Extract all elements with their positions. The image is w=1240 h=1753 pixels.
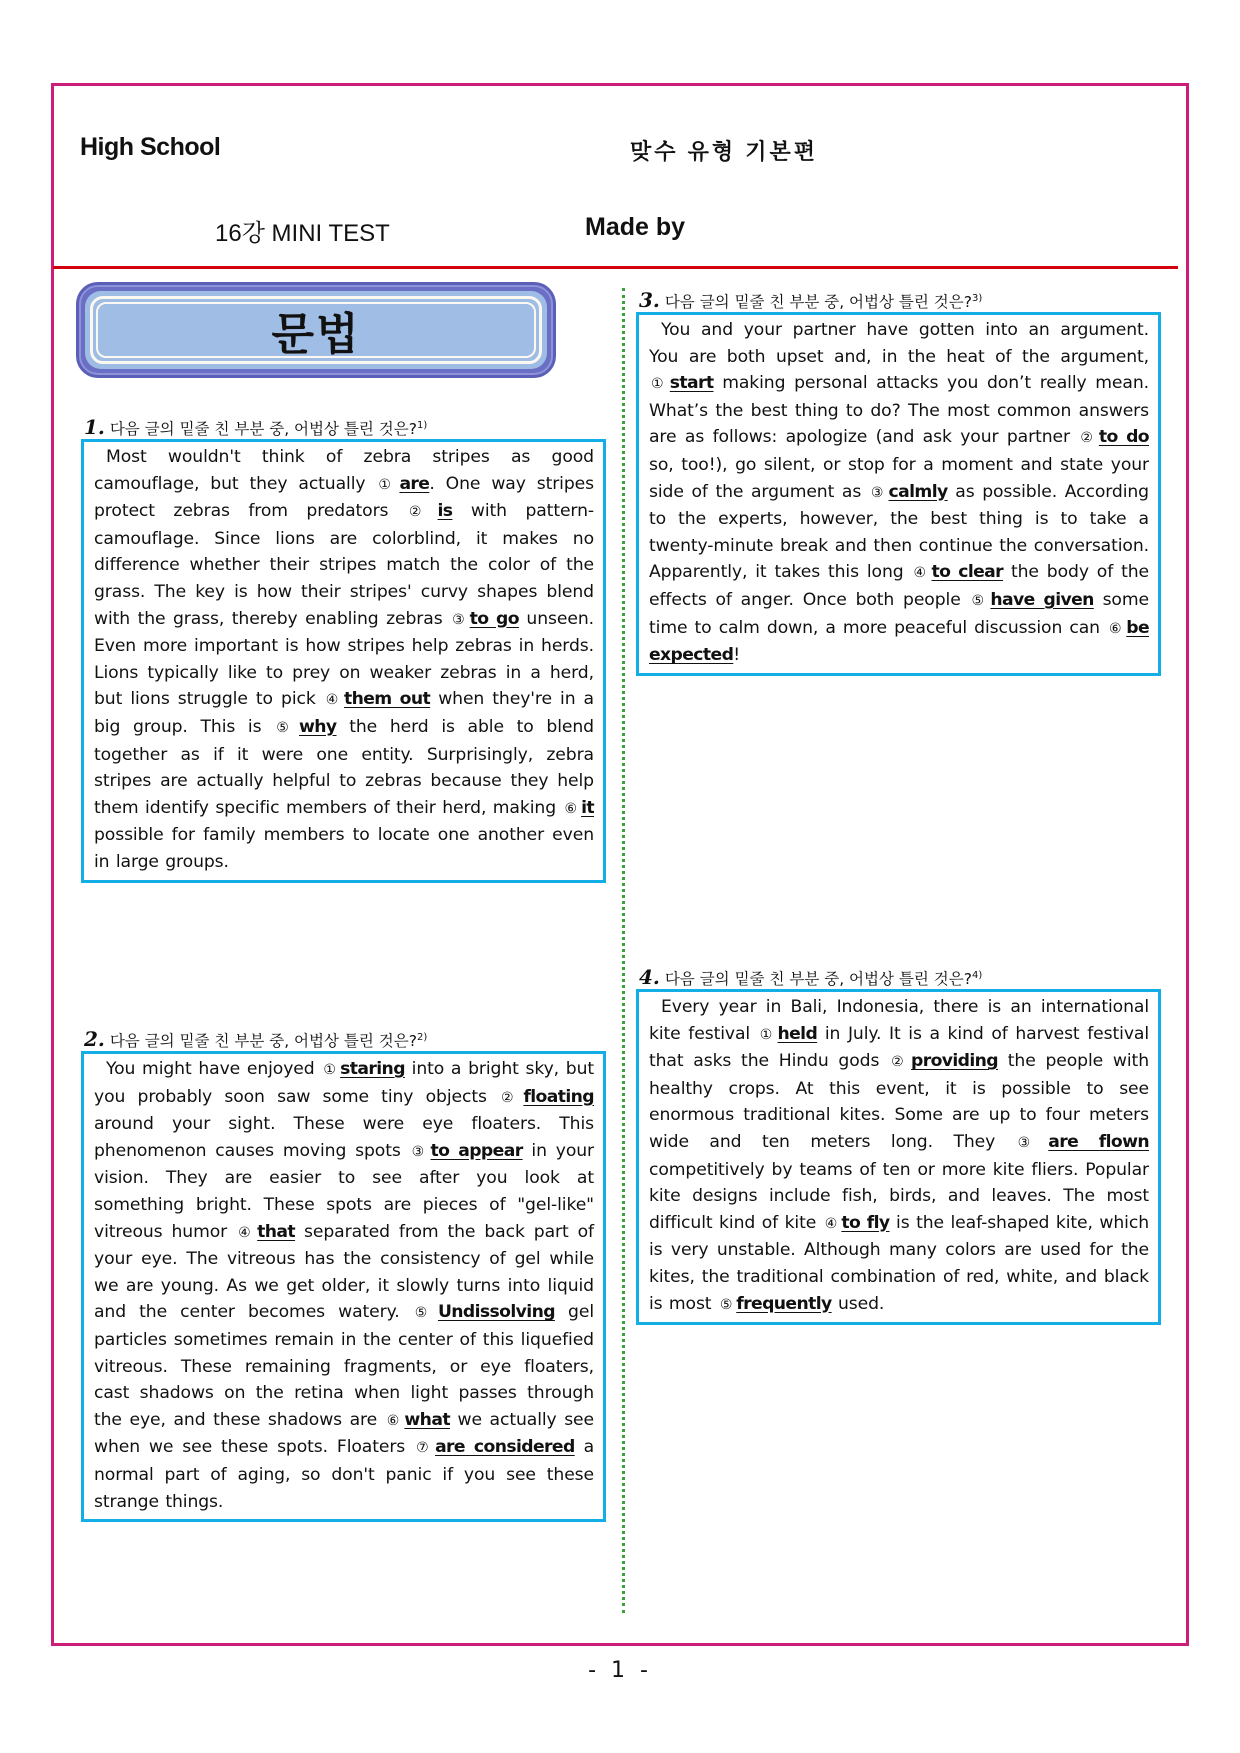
- underlined-choice: to appear: [430, 1140, 523, 1161]
- choice-number: ⑥: [386, 1412, 401, 1429]
- underlined-choice: to do: [1098, 427, 1149, 448]
- section-title: 문법: [271, 309, 361, 360]
- question-2: [81, 1025, 606, 1522]
- footnote-ref[interactable]: 2): [416, 1032, 428, 1043]
- choice-number: ④: [325, 692, 340, 709]
- passage-text: making personal attacks you don’t really mean. What’s the best thing to do? The most common answers are as follows: apologize (and ask your partner: [649, 373, 1149, 448]
- passage-text: in July. It is a kind of harvest festival that asks the Hindu gods: [649, 1023, 1149, 1072]
- question-number: 2.: [84, 1027, 105, 1052]
- passage-text: competitively by teams of ten or more kite fliers. Popular kite designs include fish, birds, and leaves. The most difficult kind of kite: [649, 1159, 1149, 1233]
- passage-box: [81, 1051, 606, 1522]
- passage-text: around your sight. These were eye floaters. This phenomenon causes moving spots: [94, 1114, 594, 1161]
- underlined-choice: Undissolving: [437, 1302, 555, 1323]
- question-number: 3.: [639, 288, 660, 313]
- question-prompt: [639, 963, 1161, 989]
- question-prompt: [84, 1025, 606, 1051]
- underlined-choice: providing: [910, 1051, 999, 1072]
- underlined-choice: start: [669, 373, 714, 394]
- question-text: 다음 글의 밑줄 친 부분 중, 어법상 틀린 것은?: [109, 1032, 417, 1051]
- choice-number: ③: [411, 1143, 427, 1160]
- underlined-choice: are: [399, 473, 430, 494]
- choice-number: ④: [238, 1224, 254, 1241]
- choice-number: ①: [651, 376, 666, 393]
- passage-box: [81, 439, 606, 883]
- choice-number: ①: [759, 1026, 774, 1043]
- question-number: 1.: [84, 415, 105, 440]
- underlined-choice: what: [404, 1409, 450, 1430]
- passage-text: is the leaf-shaped kite, which is very unstable. Although many colors are used for the kites, the traditional combination of red, white, and black is most: [649, 1212, 1149, 1314]
- passage-box: [636, 989, 1161, 1325]
- passage-text: You might have enjoyed: [106, 1059, 322, 1079]
- underlined-choice: calmly: [888, 481, 948, 502]
- choice-number: ⑤: [414, 1305, 434, 1322]
- underlined-choice: to go: [469, 608, 519, 629]
- choice-number: ②: [1080, 430, 1095, 447]
- choice-number: ⑦: [416, 1440, 432, 1457]
- choice-number: ②: [891, 1054, 907, 1071]
- choice-number: ②: [408, 504, 434, 521]
- question-4: [636, 963, 1161, 1325]
- passage-text: possible for family members to locate one another even in large groups.: [94, 825, 594, 872]
- choice-number: ③: [870, 484, 885, 501]
- passage-text: Most wouldn't think of zebra stripes as good camouflage, but they actually: [94, 447, 594, 494]
- question-text: 다음 글의 밑줄 친 부분 중, 어법상 틀린 것은?: [664, 970, 972, 989]
- passage-text: some time to calm down, a more peaceful discussion can: [649, 589, 1149, 638]
- passage-text: with pattern-camouflage. Since lions are colorblind, it makes no difference whether their stripes match the color of the grass. The key is how their stripes' curvy shapes blend with the grass, thereby enabling zebras: [94, 501, 594, 629]
- question-prompt: [639, 286, 1161, 312]
- choice-number: ③: [1017, 1134, 1045, 1151]
- school-level-label: High School: [80, 133, 221, 161]
- underlined-choice: be expected: [649, 617, 1149, 666]
- made-by-label: Made by: [585, 213, 686, 241]
- passage-text: gel particles sometimes remain in the center of this liquefied vitreous. These remaining fragments, or eye floaters, cast shadows on the retina when light passes through the eye, and these shadows are: [94, 1302, 595, 1430]
- passage-text: a normal part of aging, so don't panic if you see these strange things.: [94, 1437, 595, 1512]
- choice-number: ⑥: [564, 800, 578, 817]
- choice-number: ①: [323, 1062, 337, 1078]
- underlined-choice: are flown: [1048, 1131, 1150, 1152]
- question-number: 4.: [639, 965, 660, 990]
- choice-number: ⑥: [1109, 620, 1123, 637]
- passage-text: the people with healthy crops. At this event, it is possible to see enormous traditional kites. Some are up to four meters wide and ten meters long. They: [649, 1051, 1149, 1152]
- underlined-choice: frequently: [736, 1293, 832, 1314]
- underlined-choice: to fly: [841, 1212, 890, 1233]
- header-divider: [53, 266, 1178, 269]
- passage-text: the herd is able to blend together as if it were one entity. Surprisingly, zebra stripes are actually helpful to zebras because they help them identify specific members of their herd, making: [94, 716, 594, 818]
- question-text: 다음 글의 밑줄 친 부분 중, 어법상 틀린 것은?: [109, 420, 417, 439]
- passage-box: [636, 312, 1161, 676]
- passage-text: in your vision. They are easier to see after you look at something bright. These spots are pieces of "gel-like" vitreous humor: [94, 1140, 595, 1242]
- underlined-choice: are considered: [435, 1437, 575, 1458]
- underlined-choice: held: [777, 1023, 818, 1044]
- choice-number: ②: [501, 1089, 520, 1106]
- underlined-choice: them out: [343, 689, 431, 710]
- section-banner: [76, 282, 556, 378]
- choice-number: ③: [452, 611, 466, 628]
- passage-text: used.: [831, 1293, 885, 1314]
- underlined-choice: have given: [990, 589, 1094, 610]
- test-title: 16강 MINI TEST: [215, 220, 390, 247]
- passage-text: . One way stripes protect zebras from predators: [94, 473, 594, 522]
- passage-text: Every year in Bali, Indonesia, there is an international kite festival: [649, 997, 1149, 1044]
- underlined-choice: that: [257, 1221, 296, 1242]
- page-number: - 1 -: [588, 1658, 652, 1683]
- choice-number: ①: [378, 476, 396, 493]
- underlined-choice: why: [299, 716, 337, 737]
- passage-text: unseen. Even more important is how stripes help zebras in herds. Lions typically like to prey on weaker zebras in a herd, but lions struggle to pick: [94, 608, 594, 710]
- passage-text: You and your partner have gotten into an argument. You are both upset and, in the heat of the argument,: [649, 320, 1149, 367]
- choice-number: ④: [824, 1215, 838, 1232]
- choice-number: ⑤: [276, 719, 295, 736]
- footnote-ref[interactable]: 4): [971, 970, 983, 981]
- passage-text: the body of the effects of anger. Once both people: [649, 562, 1149, 610]
- passage-text: !: [733, 645, 741, 666]
- underlined-choice: floating: [523, 1086, 594, 1107]
- choice-number: ⑤: [719, 1296, 733, 1313]
- choice-number: ④: [913, 565, 928, 582]
- question-text: 다음 글의 밑줄 친 부분 중, 어법상 틀린 것은?: [664, 293, 972, 312]
- underlined-choice: to clear: [931, 562, 1004, 583]
- footnote-ref[interactable]: 3): [971, 293, 983, 304]
- passage-text: so, too!), go silent, or stop for a moment and state your side of the argument as: [649, 454, 1149, 502]
- passage-text: as possible. According to the experts, however, the best thing is to take a twenty-minute break and then continue the conversation. Apparently, it takes this long: [649, 481, 1149, 583]
- choice-number: ⑤: [971, 592, 987, 609]
- passage-text: when they're in a big group. This is: [94, 689, 594, 737]
- question-1: [81, 413, 606, 883]
- question-prompt: [84, 413, 606, 439]
- underlined-choice: staring: [340, 1059, 405, 1079]
- underlined-choice: it: [581, 797, 594, 818]
- underlined-choice: is: [437, 501, 453, 522]
- column-divider: [622, 288, 625, 1613]
- passage-text: into a bright sky, but you probably soon saw some tiny objects: [94, 1059, 594, 1107]
- passage-text: separated from the back part of your eye. The vitreous has the consistency of gel while we are young. As we get older, it slowly turns into liquid and the center becomes watery.: [94, 1221, 594, 1323]
- book-title: 맞수 유형 기본편: [630, 139, 818, 164]
- question-3: [636, 286, 1161, 676]
- passage-text: we actually see when we see these spots. Floaters: [94, 1409, 595, 1458]
- footnote-ref[interactable]: 1): [416, 420, 428, 431]
